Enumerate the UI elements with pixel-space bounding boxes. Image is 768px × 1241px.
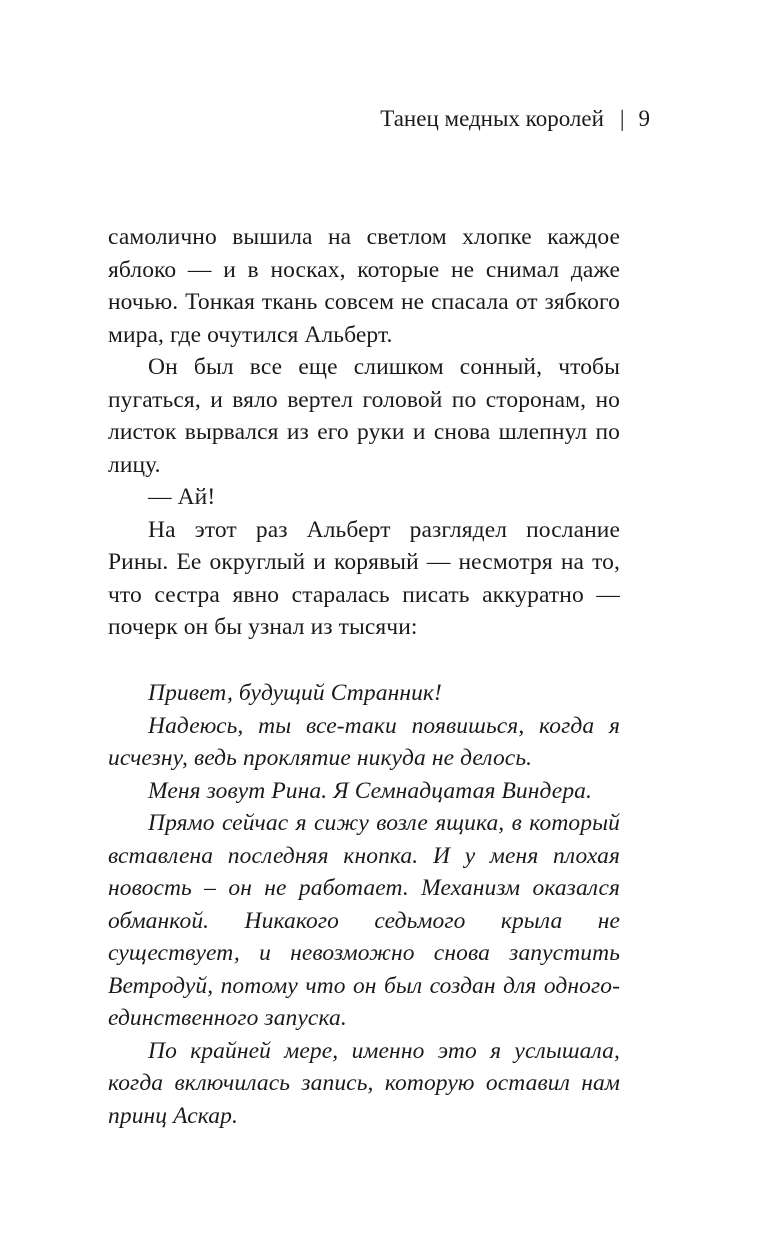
body-paragraph: Он был все еще слишком сонный, чтобы пугаться, и вяло вертел головой по сторонам, но листок вырвался из его руки и снова шлепнул по лицу. [108, 354, 620, 478]
letter-greeting: Привет, будущий Странник! [148, 680, 442, 706]
header-separator: | [619, 106, 625, 131]
letter-text [108, 677, 620, 1132]
letter-paragraph: Надеюсь, ты все-таки появишься, когда я исчезну, ведь проклятие никуда не делось. [108, 712, 620, 771]
letter-paragraph: По крайней мере, именно это я услышала, когда включилась запись, которую оставил нам принц Аскар. [108, 1037, 620, 1129]
body-dialogue-line: — Ай! [148, 484, 216, 510]
book-title: Танец медных королей [380, 106, 604, 131]
body-text [108, 221, 620, 644]
body-paragraph: На этот раз Альберт разглядел послание Рины. Ее округлый и корявый — несмотря на то, что сестра явно старалась писать аккуратно — почерк он бы узнал из тысячи: [108, 516, 620, 640]
letter-paragraph: Меня зовут Рина. Я Семнадцатая Виндера. [148, 777, 593, 804]
running-header [380, 105, 650, 133]
letter-paragraph: Прямо сейчас я сижу возле ящика, в который вставлена последняя кнопка. И у меня плохая новость – он не работает. Механизм оказался обманкой. Никакого седьмого крыла не существует, и невозможно снова запустить Ветродуй, потому что он был создан для одного-единственного запуска. [108, 810, 620, 1031]
page-number: 9 [638, 106, 650, 131]
body-paragraph: самолично вышила на светлом хлопке каждое яблоко — и в носках, которые не снимал даже ночью. Тонкая ткань совсем не спасала от зябкого мира, где очутился Альберт. [108, 224, 620, 348]
